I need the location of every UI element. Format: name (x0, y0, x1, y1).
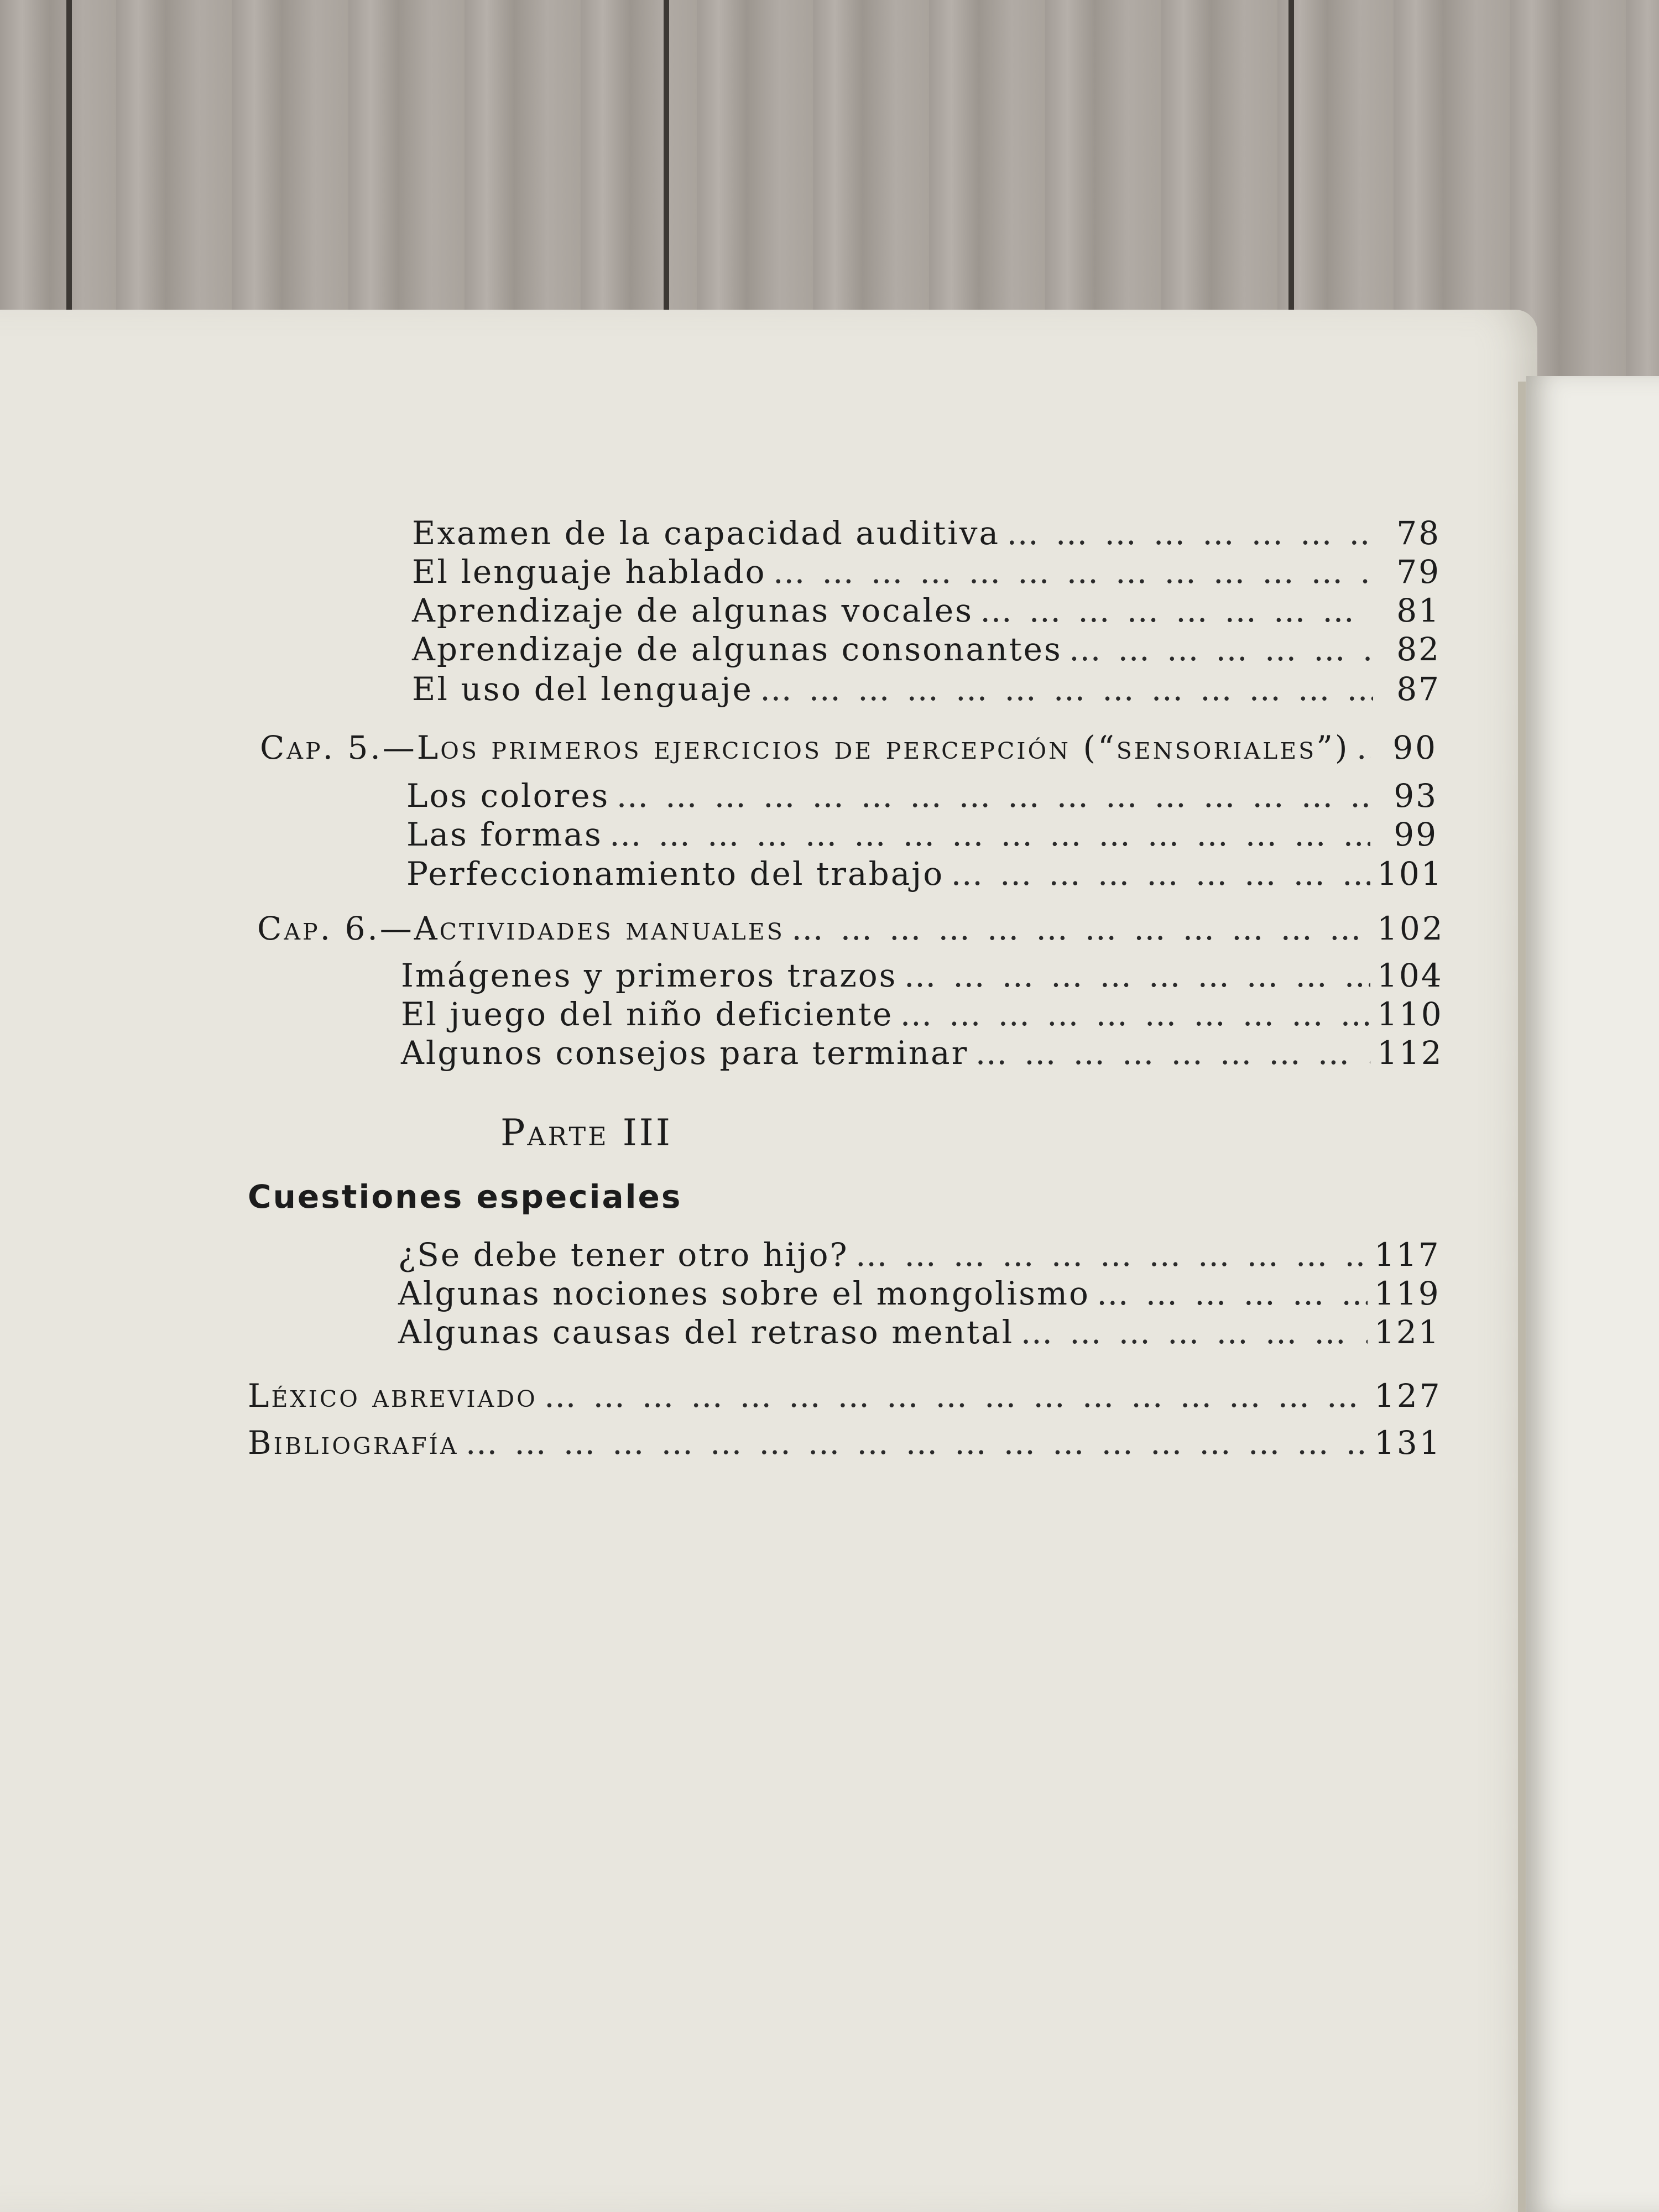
toc-entry-title: Cap. 6.—Actividades manuales (257, 910, 785, 947)
toc-entry-title: Algunas causas del retraso mental (398, 1313, 1014, 1351)
toc-entry (406, 855, 1443, 893)
toc-leader-dots (855, 1236, 1368, 1274)
toc-entry-page: 117 (1374, 1236, 1441, 1274)
toc-entry-title: El uso del lenguaje (412, 670, 753, 708)
toc-leader-dots (616, 777, 1370, 815)
toc-chapter-6 (257, 910, 1445, 947)
toc-leader-dots (1357, 729, 1370, 766)
toc-chapter-5 (260, 729, 1438, 766)
toc-entry-title: El juego del niño deficiente (401, 995, 894, 1033)
toc-entry-page: 81 (1396, 592, 1441, 629)
toc-leader-dots (900, 995, 1370, 1033)
toc-leader-dots (609, 816, 1370, 853)
toc-entry (401, 1034, 1443, 1072)
toc-entry-page: 121 (1374, 1313, 1441, 1351)
toc-entry-page: 79 (1396, 553, 1441, 591)
toc-entry-page: 99 (1394, 816, 1438, 853)
toc-entry-page: 101 (1377, 855, 1443, 893)
toc-entry (406, 816, 1438, 853)
toc-leader-dots (1020, 1313, 1368, 1351)
toc-entry (401, 995, 1443, 1033)
toc-entry (412, 553, 1441, 591)
toc-leader-dots (773, 553, 1373, 591)
toc-entry-title: Las formas (406, 816, 603, 853)
toc-entry-page: 119 (1374, 1275, 1441, 1312)
toc-entry-title: Imágenes y primeros trazos (401, 957, 898, 994)
toc-entry (398, 1236, 1441, 1274)
toc-leader-dots (1069, 630, 1373, 668)
toc-leader-dots (760, 670, 1373, 708)
part-heading: Parte III (500, 1112, 672, 1154)
toc-entry (401, 957, 1443, 994)
toc-leader-dots (544, 1377, 1368, 1415)
toc-leader-dots (465, 1424, 1368, 1462)
toc-entry-title: El lenguaje hablado (412, 553, 766, 591)
section-heading: Cuestiones especiales (248, 1178, 682, 1215)
toc-entry-page: 127 (1374, 1377, 1442, 1415)
toc-entry-title: ¿Se debe tener otro hijo? (398, 1236, 849, 1274)
toc-entry (398, 1275, 1441, 1312)
toc-entry-page: 87 (1396, 670, 1441, 708)
toc-entry-title: Léxico abreviado (248, 1377, 538, 1415)
toc-entry-page: 82 (1396, 630, 1441, 668)
toc-entry (412, 514, 1441, 552)
toc-entry-page: 78 (1396, 514, 1441, 552)
toc-entry-title: Bibliografía (248, 1424, 459, 1462)
toc-bibliography (248, 1424, 1442, 1462)
toc-entry-page: 90 (1392, 729, 1438, 766)
toc-entry-page: 104 (1377, 957, 1443, 994)
toc-entry-title: Examen de la capacidad auditiva (412, 514, 1000, 552)
toc-entry-title: Algunas nociones sobre el mongolismo (398, 1275, 1090, 1312)
toc-entry (398, 1313, 1441, 1351)
toc-entry-title: Cap. 5.—Los primeros ejercicios de percepción (“sensoriales”) (260, 729, 1350, 766)
toc-leader-dots (980, 592, 1373, 629)
toc-leader-dots (1006, 514, 1373, 552)
toc-entry (406, 777, 1438, 815)
toc-leader-dots (975, 1034, 1370, 1072)
toc-leader-dots (904, 957, 1370, 994)
toc-leader-dots (1097, 1275, 1368, 1312)
toc-entry (412, 670, 1441, 708)
toc-entry-title: Los colores (406, 777, 610, 815)
toc-entry-page: 131 (1374, 1424, 1442, 1462)
toc-entry-title: Aprendizaje de algunas vocales (412, 592, 973, 629)
toc-entry-title: Algunos consejos para terminar (401, 1034, 969, 1072)
toc-leader-dots (791, 910, 1370, 947)
toc-entry-title: Perfeccionamiento del trabajo (406, 855, 945, 893)
toc-entry-title: Aprendizaje de algunas consonantes (412, 630, 1062, 668)
toc-entry-page: 93 (1394, 777, 1438, 815)
toc-entry-page: 102 (1377, 910, 1445, 947)
toc-entry-page: 110 (1377, 995, 1443, 1033)
toc-lexicon (248, 1377, 1442, 1415)
toc-entry-page: 112 (1377, 1034, 1443, 1072)
toc-entry (412, 630, 1441, 668)
toc-leader-dots (951, 855, 1370, 893)
toc-entry (412, 592, 1441, 629)
